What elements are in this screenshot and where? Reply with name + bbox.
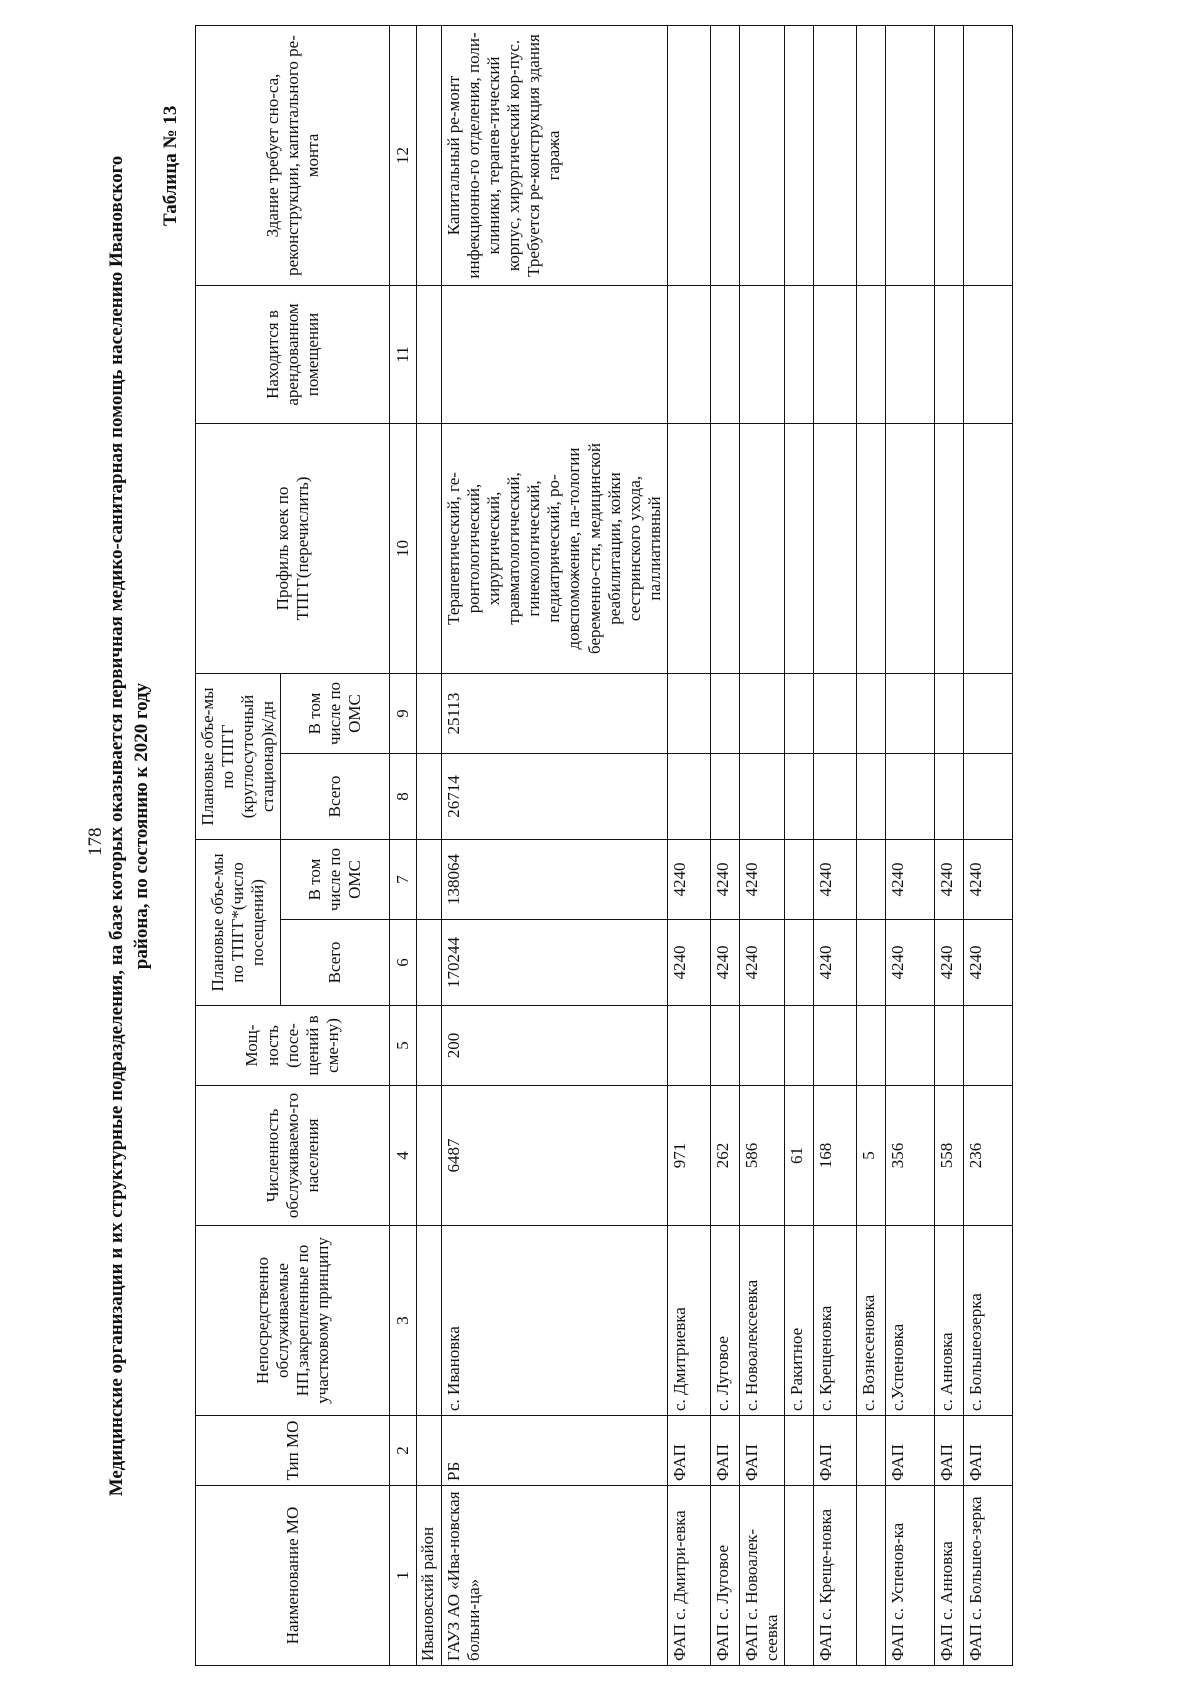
header-inpatient-oms: В том числе по ОМС xyxy=(281,673,390,753)
column-number: 7 xyxy=(390,840,417,920)
cell-visits-total: 170244 xyxy=(442,920,668,1006)
cell-settlement: с. Ивановка xyxy=(442,1226,668,1416)
cell-settlement: с.Успеновка xyxy=(885,1226,934,1416)
medical-organizations-table xyxy=(195,25,1013,1666)
cell-visits-total: 4240 xyxy=(885,920,934,1006)
cell-capacity: 200 xyxy=(442,1006,668,1086)
cell-bed-profile: Терапевтический, ге-ронтологический, хирургический, травматологический, гинекологический, педиатрический, ро-довспоможение, па-тологии беременно-сти, медицинской реабилитации, койки сестринского ухода, паллиативный xyxy=(442,423,668,673)
cell-name: ФАП с. Успенов-ка xyxy=(885,1486,934,1666)
cell-settlement: с. Вознесеновка xyxy=(856,1226,885,1416)
header-building-repair: Здание требует сно-са, реконструкции, капитального ре-монта xyxy=(196,25,390,285)
cell-visits-oms: 4240 xyxy=(739,840,784,920)
table-row xyxy=(442,25,668,1665)
cell-population: 5 xyxy=(856,1086,885,1226)
cell-type: ФАП xyxy=(739,1416,784,1486)
cell-settlement: с. Луговое xyxy=(710,1226,739,1416)
table-container xyxy=(195,26,1013,1666)
cell-name: ФАП с. Дмитри-евка xyxy=(667,1486,710,1666)
cell-name: ФАП с. Новоалек-сеевка xyxy=(739,1486,784,1666)
header-capacity: Мощ-ность (посе-щений в сме-ну) xyxy=(196,1006,390,1086)
section-title: Ивановский район xyxy=(417,1486,442,1666)
header-name-mo: Наименование МО xyxy=(196,1486,390,1666)
page-number: 178 xyxy=(85,827,106,856)
header-visits-oms: В том числе по ОМС xyxy=(281,840,390,920)
cell-type: ФАП xyxy=(667,1416,710,1486)
header-planned-visits-group: Плановые объе-мы по ТПГГ*(число посещений) xyxy=(196,840,281,1006)
cell-inpatient-oms: 25113 xyxy=(442,673,668,753)
cell-type: ФАП xyxy=(934,1416,963,1486)
cell-population: 6487 xyxy=(442,1086,668,1226)
table-row xyxy=(813,25,856,1665)
cell-type: ФАП xyxy=(963,1416,1012,1486)
cell-name: ФАП с. Луговое xyxy=(710,1486,739,1666)
cell-name: ФАП с. Анновка xyxy=(934,1486,963,1666)
table-row xyxy=(784,25,813,1665)
cell-visits-total: 4240 xyxy=(963,920,1012,1006)
cell-settlement: с. Новоалексеевка xyxy=(739,1226,784,1416)
column-numbers-row xyxy=(390,25,417,1665)
cell-rented xyxy=(442,285,668,423)
cell-settlement: с. Ракитное xyxy=(784,1226,813,1416)
cell-type: ФАП xyxy=(710,1416,739,1486)
cell-visits-oms: 4240 xyxy=(710,840,739,920)
table-row xyxy=(885,25,934,1665)
cell-settlement: с. Большеозерка xyxy=(963,1226,1012,1416)
column-number: 1 xyxy=(390,1486,417,1666)
column-number: 5 xyxy=(390,1006,417,1086)
table-row xyxy=(934,25,963,1665)
column-number: 3 xyxy=(390,1226,417,1416)
column-number: 8 xyxy=(390,754,417,840)
header-population: Численность обслуживаемо-го населения xyxy=(196,1086,390,1226)
column-number: 2 xyxy=(390,1416,417,1486)
cell-population: 168 xyxy=(813,1086,856,1226)
document-title-line-2: района, по состоянию к 2020 году xyxy=(131,682,152,970)
header-served-settlements: Непосредственно обслуживаемые НП,закрепленные по участковому принципу xyxy=(196,1226,390,1416)
cell-population: 558 xyxy=(934,1086,963,1226)
cell-visits-total: 4240 xyxy=(934,920,963,1006)
cell-name: ФАП с. Большео-зерка xyxy=(963,1486,1012,1666)
cell-name: ФАП с. Креще-новка xyxy=(813,1486,856,1666)
section-row xyxy=(417,25,442,1665)
header-inpatient-total: Всего xyxy=(281,754,390,840)
cell-population: 61 xyxy=(784,1086,813,1226)
cell-visits-oms: 4240 xyxy=(963,840,1012,920)
cell-name: ГАУЗ АО «Ива-новская больни-ца» xyxy=(442,1486,668,1666)
table-row xyxy=(963,25,1012,1665)
cell-settlement: с. Крещеновка xyxy=(813,1226,856,1416)
cell-visits-total: 4240 xyxy=(667,920,710,1006)
header-visits-total: Всего xyxy=(281,920,390,1006)
column-number: 4 xyxy=(390,1086,417,1226)
table-row xyxy=(667,25,710,1665)
cell-settlement: с. Дмитриевка xyxy=(667,1226,710,1416)
cell-population: 236 xyxy=(963,1086,1012,1226)
header-bed-profile: Профиль коек по ТПГГ(перечислить) xyxy=(196,423,390,673)
cell-population: 262 xyxy=(710,1086,739,1226)
table-row xyxy=(710,25,739,1665)
cell-type: ФАП xyxy=(813,1416,856,1486)
header-type-mo: Тип МО xyxy=(196,1416,390,1486)
cell-visits-total: 4240 xyxy=(710,920,739,1006)
cell-visits-total: 4240 xyxy=(813,920,856,1006)
cell-population: 586 xyxy=(739,1086,784,1226)
cell-visits-oms: 138064 xyxy=(442,840,668,920)
table-row xyxy=(739,25,784,1665)
cell-visits-total: 4240 xyxy=(739,920,784,1006)
column-number: 10 xyxy=(390,423,417,673)
header-row xyxy=(196,25,281,1665)
cell-repair: Капитальный ре-монт инфекционно-го отделения, поли-клиники, терапев-тический корпус, хирургический кор-пус. Требуется ре-конструкция здания гаража xyxy=(442,25,668,285)
cell-settlement: с. Анновка xyxy=(934,1226,963,1416)
cell-inpatient-total: 26714 xyxy=(442,754,668,840)
header-planned-inpatient-group: Плановые объе-мы по ТПГГ (круглосуточный стационар)к/дн xyxy=(196,673,281,839)
cell-visits-oms: 4240 xyxy=(667,840,710,920)
cell-population: 356 xyxy=(885,1086,934,1226)
column-number: 12 xyxy=(390,25,417,285)
cell-type: ФАП xyxy=(885,1416,934,1486)
table-number: Таблица № 13 xyxy=(160,105,181,226)
column-number: 11 xyxy=(390,285,417,423)
header-rented-premises: Находится в арендованном помещении xyxy=(196,285,390,423)
document-title-line-1: Медицинские организации и их структурные подразделения, на базе которых оказывается первичная медико-санитарная помощь населению Ивановского xyxy=(106,155,127,1497)
cell-visits-oms: 4240 xyxy=(885,840,934,920)
cell-population: 971 xyxy=(667,1086,710,1226)
cell-type: РБ xyxy=(442,1416,668,1486)
column-number: 6 xyxy=(390,920,417,1006)
column-number: 9 xyxy=(390,673,417,753)
cell-visits-oms: 4240 xyxy=(934,840,963,920)
cell-visits-oms: 4240 xyxy=(813,840,856,920)
table-row xyxy=(856,25,885,1665)
